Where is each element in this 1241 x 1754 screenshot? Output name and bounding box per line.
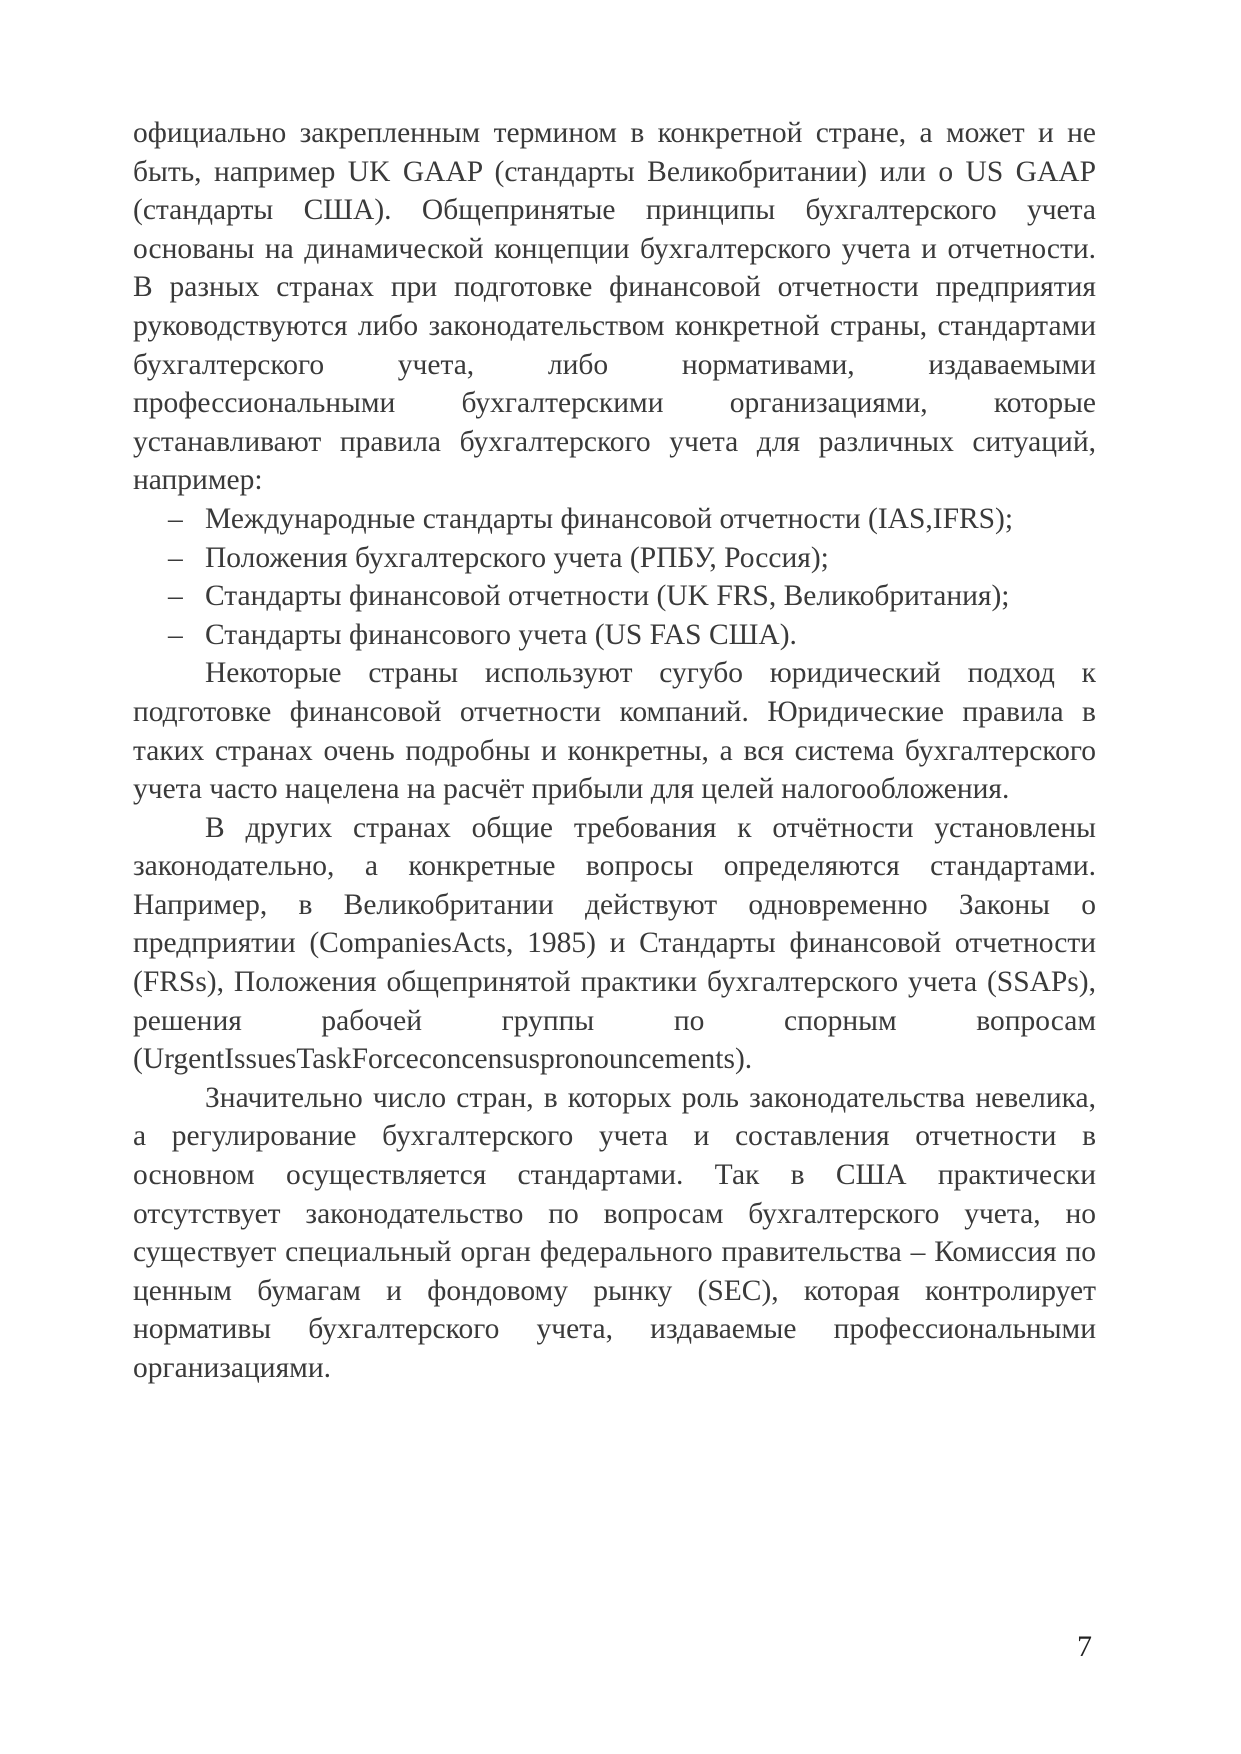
- list-item-text: Стандарты финансового учета (US FAS США).: [205, 618, 797, 651]
- page-body: [133, 114, 1096, 1388]
- paragraph-us-standards: Значительно число стран, в которых роль законодательства невелика, а регулирование бухгалтерского учета и составления отчетности в основном осуществляется стандартами. Так в США практически отсутствует законодательство по вопросам бухгалтерского учета, но существует специальный орган федерального правительства – Комиссия по ценным бумагам и фондовому рынку (SEC), которая контролирует нормативы бухгалтерского учета, издаваемые профессиональными организациями.: [133, 1081, 1096, 1384]
- list-item: [168, 539, 1096, 578]
- dash-bullet: –: [168, 580, 183, 613]
- standards-list: [133, 500, 1096, 654]
- list-item: [168, 616, 1096, 655]
- list-item-text: Стандарты финансовой отчетности (UK FRS, Великобритания);: [205, 580, 1010, 613]
- intro-paragraph: официально закрепленным термином в конкретной стране, а может и не быть, например UK GAAP (стандарты Великобритании) или о US GAAP (стандарты США). Общепринятые принципы бухгалтерского учета основаны на динамической концепции бухгалтерского учета и отчетности. В разных странах при подготовке финансовой отчетности предприятия руководствуются либо законодательством конкретной страны, стандартами бухгалтерского учета, либо нормативами, издаваемыми профессиональными бухгалтерскими организациями, которые устанавливают правила бухгалтерского учета для различных ситуаций, например:: [133, 117, 1096, 497]
- dash-bullet: –: [168, 502, 183, 535]
- paragraph-legal-approach: Некоторые страны используют сугубо юридический подход к подготовке финансовой отчетности компаний. Юридические правила в таких странах очень подробны и конкретны, а вся система бухгалтерского учета часто нацелена на расчёт прибыли для целей налогообложения.: [133, 657, 1096, 806]
- list-item: [168, 500, 1096, 539]
- dash-bullet: –: [168, 618, 183, 651]
- dash-bullet: –: [168, 541, 183, 574]
- list-item-text: Международные стандарты финансовой отчетности (IAS,IFRS);: [205, 502, 1014, 535]
- list-item: [168, 577, 1096, 616]
- paragraph-uk-example: В других странах общие требования к отчётности установлены законодательно, а конкретные вопросы определяются стандартами. Например, в Великобритании действуют одновременно Законы о предприятии (CompaniesActs, 1985) и Стандарты финансовой отчетности (FRSs), Положения общепринятой практики бухгалтерского учета (SSAPs), решения рабочей группы по спорным вопросам (UrgentIssuesTaskForceconcensuspronouncements).: [133, 811, 1096, 1076]
- page-number: 7: [1077, 1630, 1092, 1663]
- list-item-text: Положения бухгалтерского учета (РПБУ, Россия);: [205, 541, 829, 574]
